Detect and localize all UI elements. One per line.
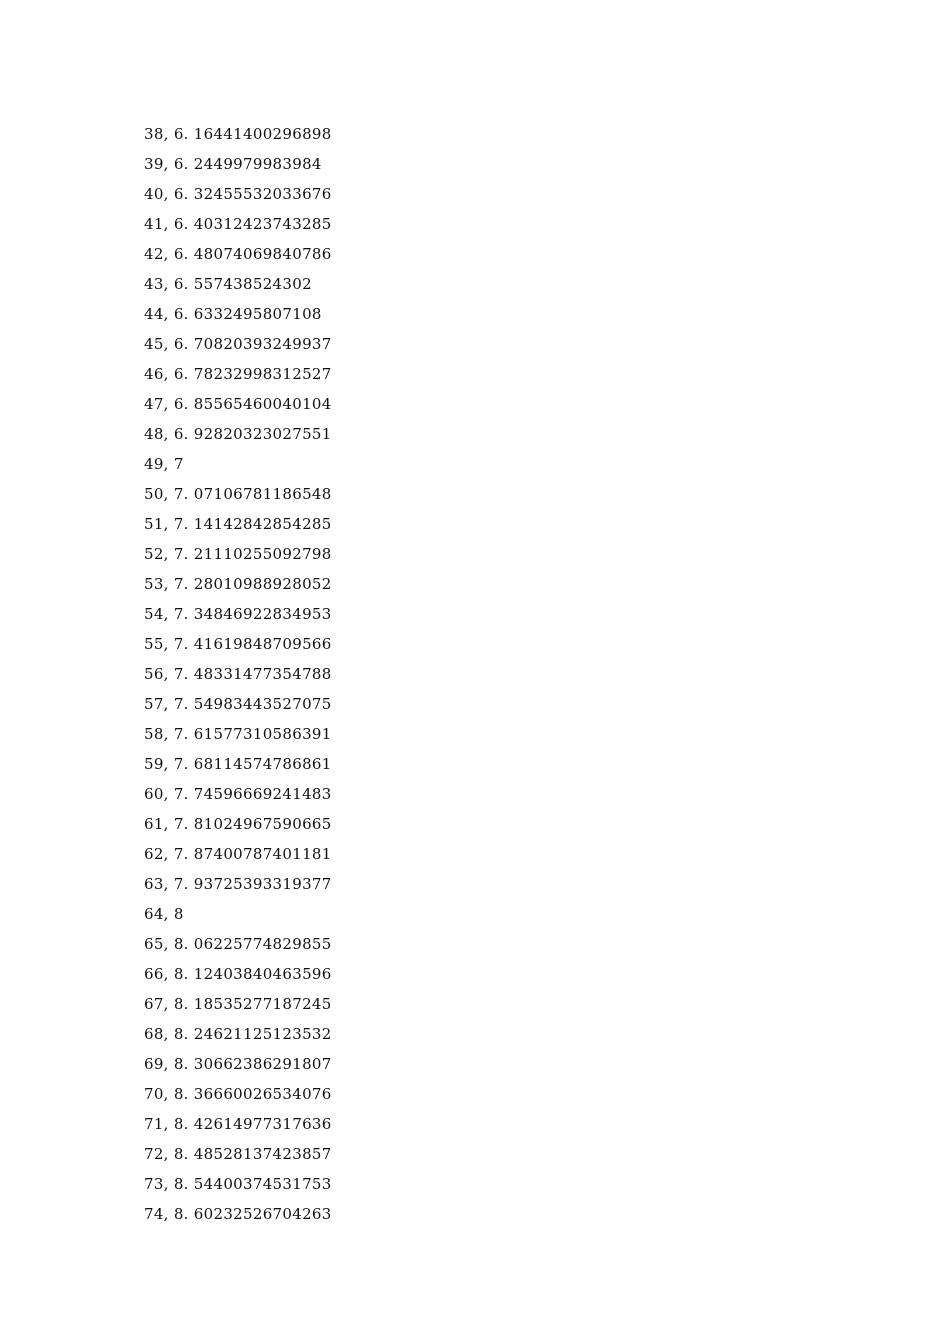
list-item: 73, 8. 54400374531753 <box>144 1175 332 1193</box>
list-item: 40, 6. 32455532033676 <box>144 185 332 203</box>
list-item: 52, 7. 21110255092798 <box>144 545 332 563</box>
list-item: 68, 8. 24621125123532 <box>144 1025 332 1043</box>
list-item: 41, 6. 40312423743285 <box>144 215 332 233</box>
list-item: 48, 6. 92820323027551 <box>144 425 332 443</box>
list-item: 70, 8. 36660026534076 <box>144 1085 332 1103</box>
list-item: 39, 6. 2449979983984 <box>144 155 322 173</box>
list-item: 67, 8. 18535277187245 <box>144 995 332 1013</box>
list-item: 54, 7. 34846922834953 <box>144 605 332 623</box>
list-item: 49, 7 <box>144 455 184 473</box>
list-item: 65, 8. 06225774829855 <box>144 935 332 953</box>
list-item: 74, 8. 60232526704263 <box>144 1205 332 1223</box>
list-item: 46, 6. 78232998312527 <box>144 365 332 383</box>
list-item: 50, 7. 07106781186548 <box>144 485 332 503</box>
list-item: 59, 7. 68114574786861 <box>144 755 332 773</box>
list-item: 60, 7. 74596669241483 <box>144 785 332 803</box>
list-item: 43, 6. 557438524302 <box>144 275 312 293</box>
list-item: 61, 7. 81024967590665 <box>144 815 332 833</box>
list-item: 71, 8. 42614977317636 <box>144 1115 332 1133</box>
list-item: 47, 6. 85565460040104 <box>144 395 332 413</box>
list-item: 57, 7. 54983443527075 <box>144 695 332 713</box>
list-item: 53, 7. 28010988928052 <box>144 575 332 593</box>
list-item: 44, 6. 6332495807108 <box>144 305 322 323</box>
list-item: 64, 8 <box>144 905 184 923</box>
list-item: 63, 7. 93725393319377 <box>144 875 332 893</box>
list-item: 56, 7. 48331477354788 <box>144 665 332 683</box>
list-item: 66, 8. 12403840463596 <box>144 965 332 983</box>
list-item: 45, 6. 70820393249937 <box>144 335 332 353</box>
list-item: 38, 6. 16441400296898 <box>144 125 332 143</box>
number-list <box>144 124 332 1234</box>
list-item: 55, 7. 41619848709566 <box>144 635 332 653</box>
list-item: 69, 8. 30662386291807 <box>144 1055 332 1073</box>
list-item: 51, 7. 14142842854285 <box>144 515 332 533</box>
list-item: 42, 6. 48074069840786 <box>144 245 332 263</box>
list-item: 72, 8. 48528137423857 <box>144 1145 332 1163</box>
list-item: 62, 7. 87400787401181 <box>144 845 332 863</box>
list-item: 58, 7. 61577310586391 <box>144 725 332 743</box>
